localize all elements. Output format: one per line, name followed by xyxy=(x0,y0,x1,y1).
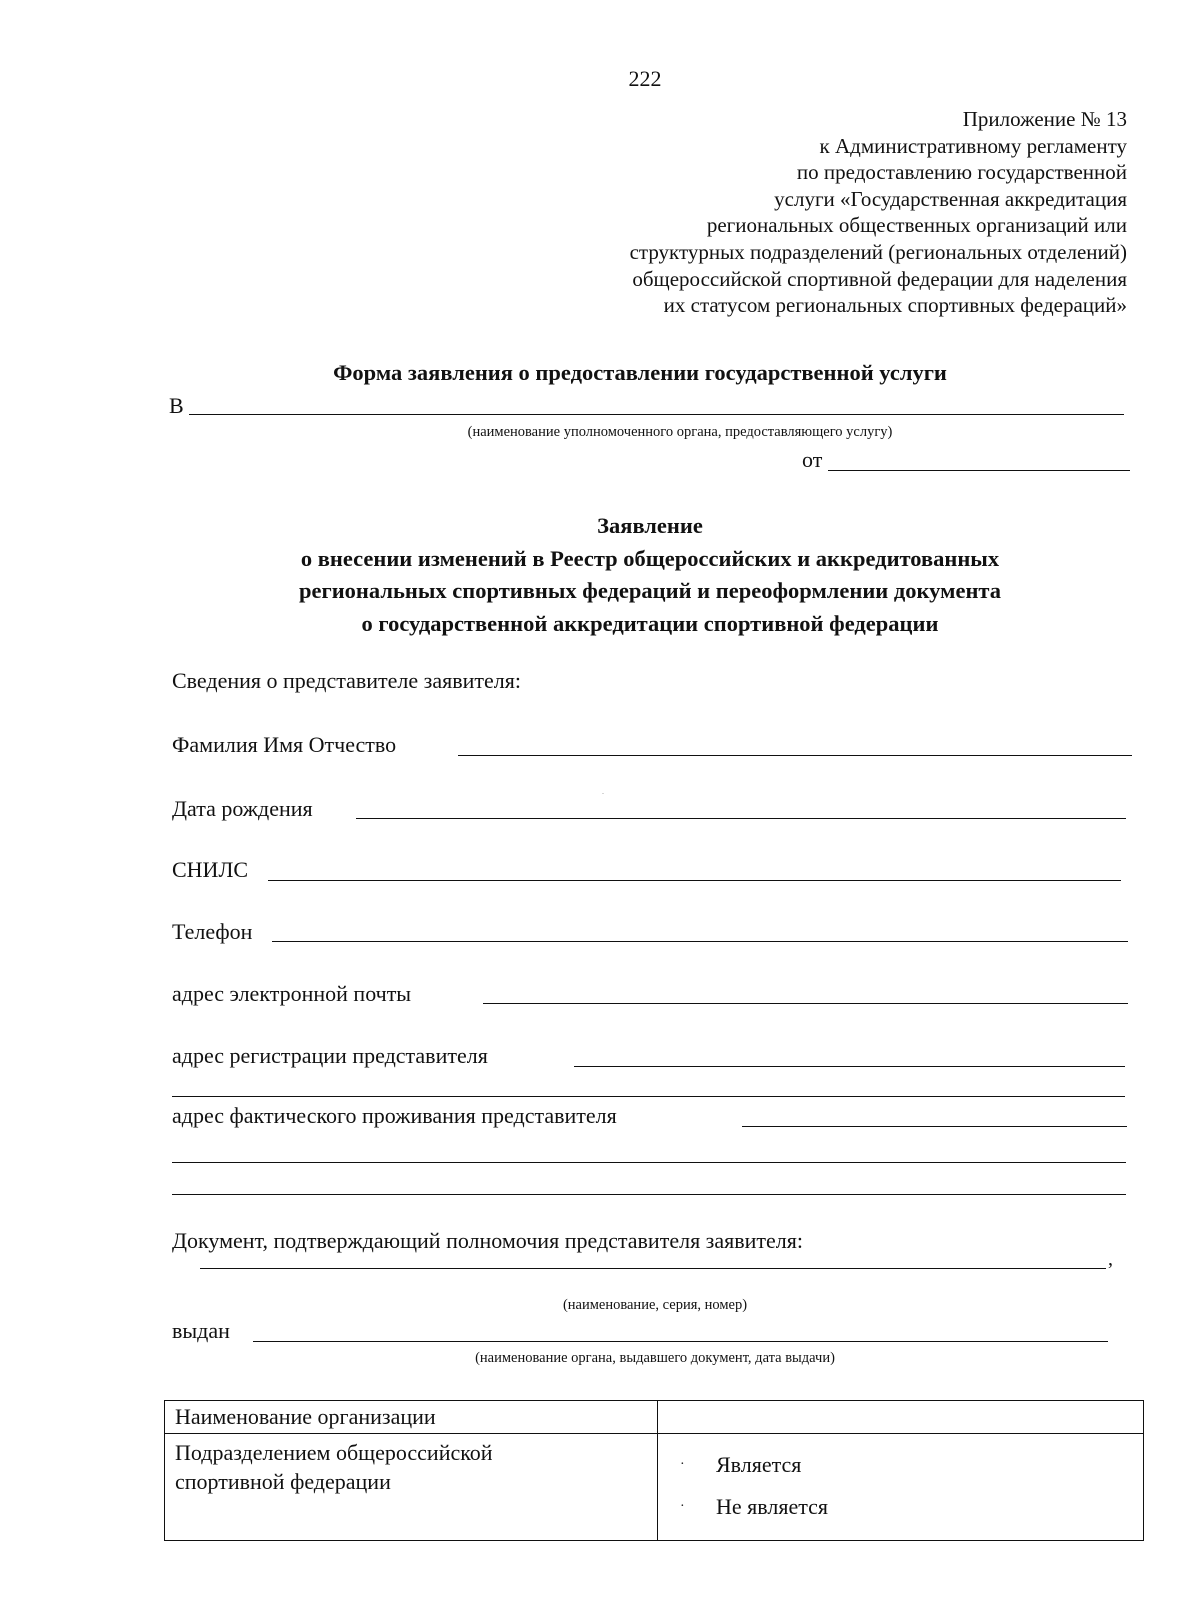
table-row xyxy=(165,1401,1144,1434)
phone-field[interactable] xyxy=(272,941,1128,942)
appendix-line: региональных общественных организаций или xyxy=(706,213,1127,238)
appendix-reference xyxy=(507,106,1127,319)
statement-title-line: о государственной аккредитации спортивной федерации xyxy=(361,610,939,636)
appendix-line: их статусом региональных спортивных федераций» xyxy=(663,293,1127,318)
statement-title-line: региональных спортивных федераций и переоформлении документа xyxy=(299,578,1001,603)
appendix-line: общероссийской спортивной федерации для наделения xyxy=(632,266,1127,291)
actual-address-label: адрес фактического проживания представителя xyxy=(172,1103,617,1128)
subdivision-options xyxy=(658,1434,1144,1541)
authority-document-field[interactable] xyxy=(200,1268,1106,1269)
appendix-line: по предоставлению государственной xyxy=(796,160,1127,185)
appendix-line: Приложение № 13 xyxy=(962,107,1127,131)
statement-title-line: Заявление xyxy=(597,513,703,538)
authority-document-caption: (наименование, серия, номер) xyxy=(562,1297,748,1313)
actual-address-field[interactable] xyxy=(742,1126,1127,1127)
from-label: от xyxy=(802,447,823,472)
subdivision-label-line: Подразделением общероссийской xyxy=(175,1440,493,1465)
option-is-not-label: Не является xyxy=(716,1494,828,1519)
subdivision-label-line: спортивной федерации xyxy=(175,1469,391,1494)
organization-name-value[interactable] xyxy=(658,1401,1144,1434)
registration-address-label: адрес регистрации представителя xyxy=(172,1043,488,1068)
email-label: адрес электронной почты xyxy=(172,981,412,1006)
bullet-icon: · xyxy=(680,1499,685,1514)
authority-document-heading: Документ, подтверждающий полномочия представителя заявителя: xyxy=(172,1228,804,1253)
snils-label: СНИЛС xyxy=(172,857,249,882)
actual-address-field-line-2[interactable] xyxy=(172,1162,1126,1163)
statement-title-line: о внесении изменений в Реестр общероссийских и аккредитованных xyxy=(300,545,1000,571)
addressee-caption: (наименование уполномоченного органа, предоставляющего услугу) xyxy=(467,424,893,440)
phone-label: Телефон xyxy=(172,919,253,944)
full-name-label: Фамилия Имя Отчество xyxy=(172,732,397,757)
actual-address-field-line-3[interactable] xyxy=(172,1194,1126,1195)
registration-address-field[interactable] xyxy=(574,1066,1125,1067)
issued-field[interactable] xyxy=(253,1341,1108,1342)
organization-name-label: Наименование организации xyxy=(165,1401,658,1434)
issued-label: выдан xyxy=(172,1318,230,1343)
form-title: Форма заявления о предоставлении государственной услуги xyxy=(333,360,947,385)
appendix-line: к Административному регламенту xyxy=(819,133,1127,158)
organization-table xyxy=(164,1400,1144,1541)
authority-document-comma: , xyxy=(1108,1248,1113,1270)
addressee-line[interactable] xyxy=(189,414,1124,415)
snils-field[interactable] xyxy=(268,880,1121,881)
option-is-label: Является xyxy=(716,1452,802,1477)
registration-address-field-line-2[interactable] xyxy=(172,1096,1125,1097)
email-field[interactable] xyxy=(483,1003,1128,1004)
representative-heading: Сведения о представителе заявителя: xyxy=(172,668,521,693)
appendix-line: услуги «Государственная аккредитация xyxy=(774,186,1127,211)
option-is-not[interactable] xyxy=(668,1486,1133,1528)
bullet-icon: · xyxy=(680,1457,685,1472)
birth-date-label: Дата рождения xyxy=(172,796,313,821)
table-row xyxy=(165,1434,1144,1541)
from-line[interactable] xyxy=(828,470,1130,471)
scan-artifact xyxy=(602,793,604,794)
issued-caption: (наименование органа, выдавшего документ, дата выдачи) xyxy=(475,1350,835,1366)
appendix-line: структурных подразделений (региональных отделений) xyxy=(629,239,1127,264)
page-number: 222 xyxy=(628,66,662,91)
option-is[interactable] xyxy=(668,1444,1133,1486)
full-name-field[interactable] xyxy=(458,755,1132,756)
statement-title xyxy=(170,510,1130,640)
birth-date-field[interactable] xyxy=(356,818,1126,819)
subdivision-label xyxy=(165,1434,658,1541)
addressee-prefix: В xyxy=(169,393,184,418)
